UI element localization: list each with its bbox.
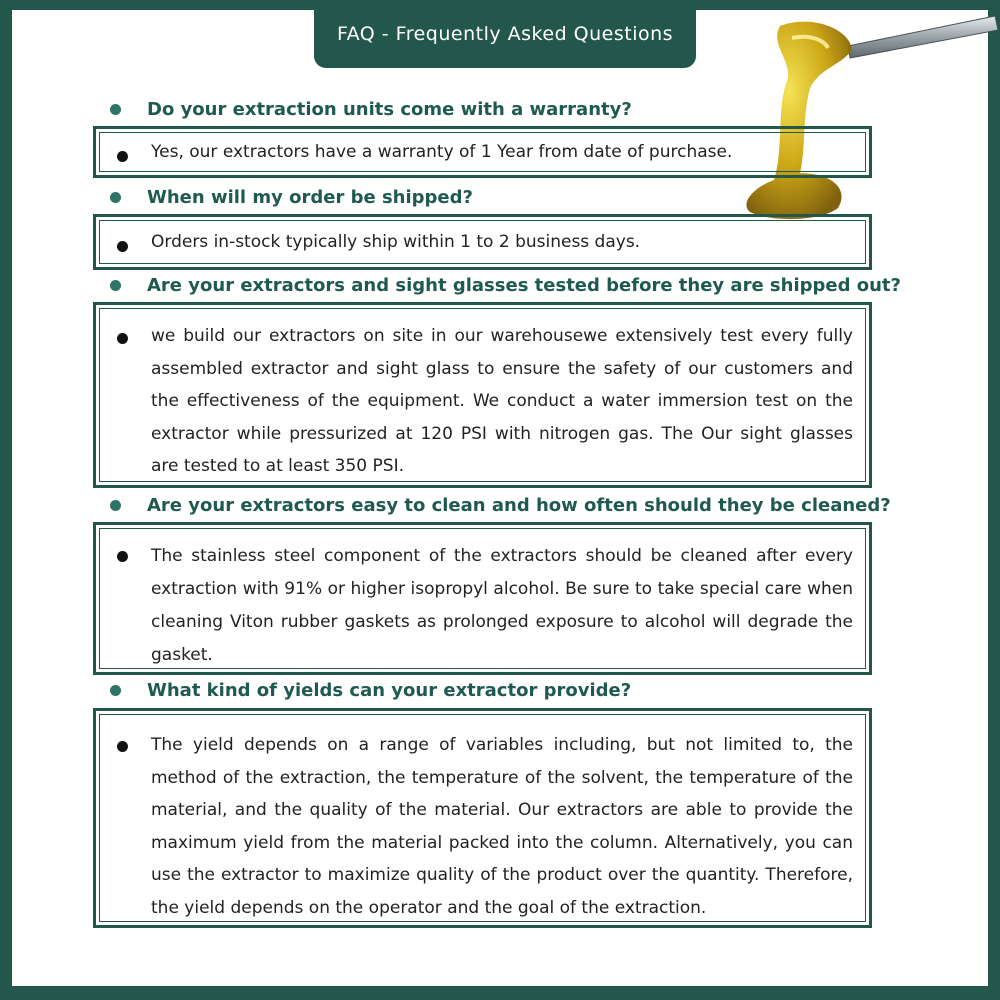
faq-question-4 <box>110 495 891 516</box>
faq-answer-1 <box>93 126 872 178</box>
question-bullet-icon <box>110 192 121 203</box>
page-title-text: FAQ - Frequently Asked Questions <box>336 23 674 45</box>
faq-answer-4-text: The stainless steel component of the extractors should be cleaned after every extraction with 91% or higher isopropyl alcohol. Be sure to take special care when cleaning Viton rubber gaskets as prolonged exposure to alcohol will degrade the gasket. <box>151 546 853 665</box>
faq-answer-3 <box>93 302 872 488</box>
faq-question-4-text: Are your extractors easy to clean and how often should they be cleaned? <box>147 495 891 516</box>
answer-bullet-icon <box>117 741 128 752</box>
answer-bullet-icon <box>117 241 128 252</box>
faq-question-3-text: Are your extractors and sight glasses tested before they are shipped out? <box>147 275 901 296</box>
answer-bullet-icon <box>117 151 128 162</box>
question-bullet-icon <box>110 280 121 291</box>
faq-question-1 <box>110 99 632 120</box>
faq-answer-4 <box>93 522 872 675</box>
answer-bullet-icon <box>117 551 128 562</box>
faq-question-2-text: When will my order be shipped? <box>147 187 473 208</box>
faq-question-5-text: What kind of yields can your extractor provide? <box>147 680 632 701</box>
faq-answer-5 <box>93 708 872 928</box>
dab-tool-handle <box>848 16 998 58</box>
faq-answer-1-text: Yes, our extractors have a warranty of 1 Year from date of purchase. <box>151 142 733 162</box>
question-bullet-icon <box>110 685 121 696</box>
faq-question-1-text: Do your extraction units come with a warranty? <box>147 99 632 120</box>
faq-question-2 <box>110 187 473 208</box>
faq-answer-2 <box>93 214 872 270</box>
answer-bullet-icon <box>117 333 128 344</box>
faq-answer-5-text: The yield depends on a range of variables including, but not limited to, the method of the extraction, the temperature of the solvent, the temperature of the material, and the quality of the material. Our extractors are able to provide the maximum yield from the material packed into the column. Alternatively, you can use the extractor to maximize quality of the product over the quantity. Therefore, the yield depends on the operator and the goal of the extraction. <box>151 735 853 918</box>
dab-tool-image <box>740 8 1000 223</box>
page-title <box>314 0 696 68</box>
faq-answer-3-text: we build our extractors on site in our warehousewe extensively test every fully assembled extractor and sight glass to ensure the safety of our customers and the effectiveness of the equipment. We conduct a water immersion test on the extractor while pressurized at 120 PSI with nitrogen gas. The Our sight glasses are tested to at least 350 PSI. <box>151 326 853 476</box>
faq-answer-2-text: Orders in-stock typically ship within 1 to 2 business days. <box>151 232 641 252</box>
faq-question-5 <box>110 680 631 701</box>
question-bullet-icon <box>110 104 121 115</box>
question-bullet-icon <box>110 500 121 511</box>
amber-drip <box>746 22 852 219</box>
faq-question-3 <box>110 275 901 296</box>
